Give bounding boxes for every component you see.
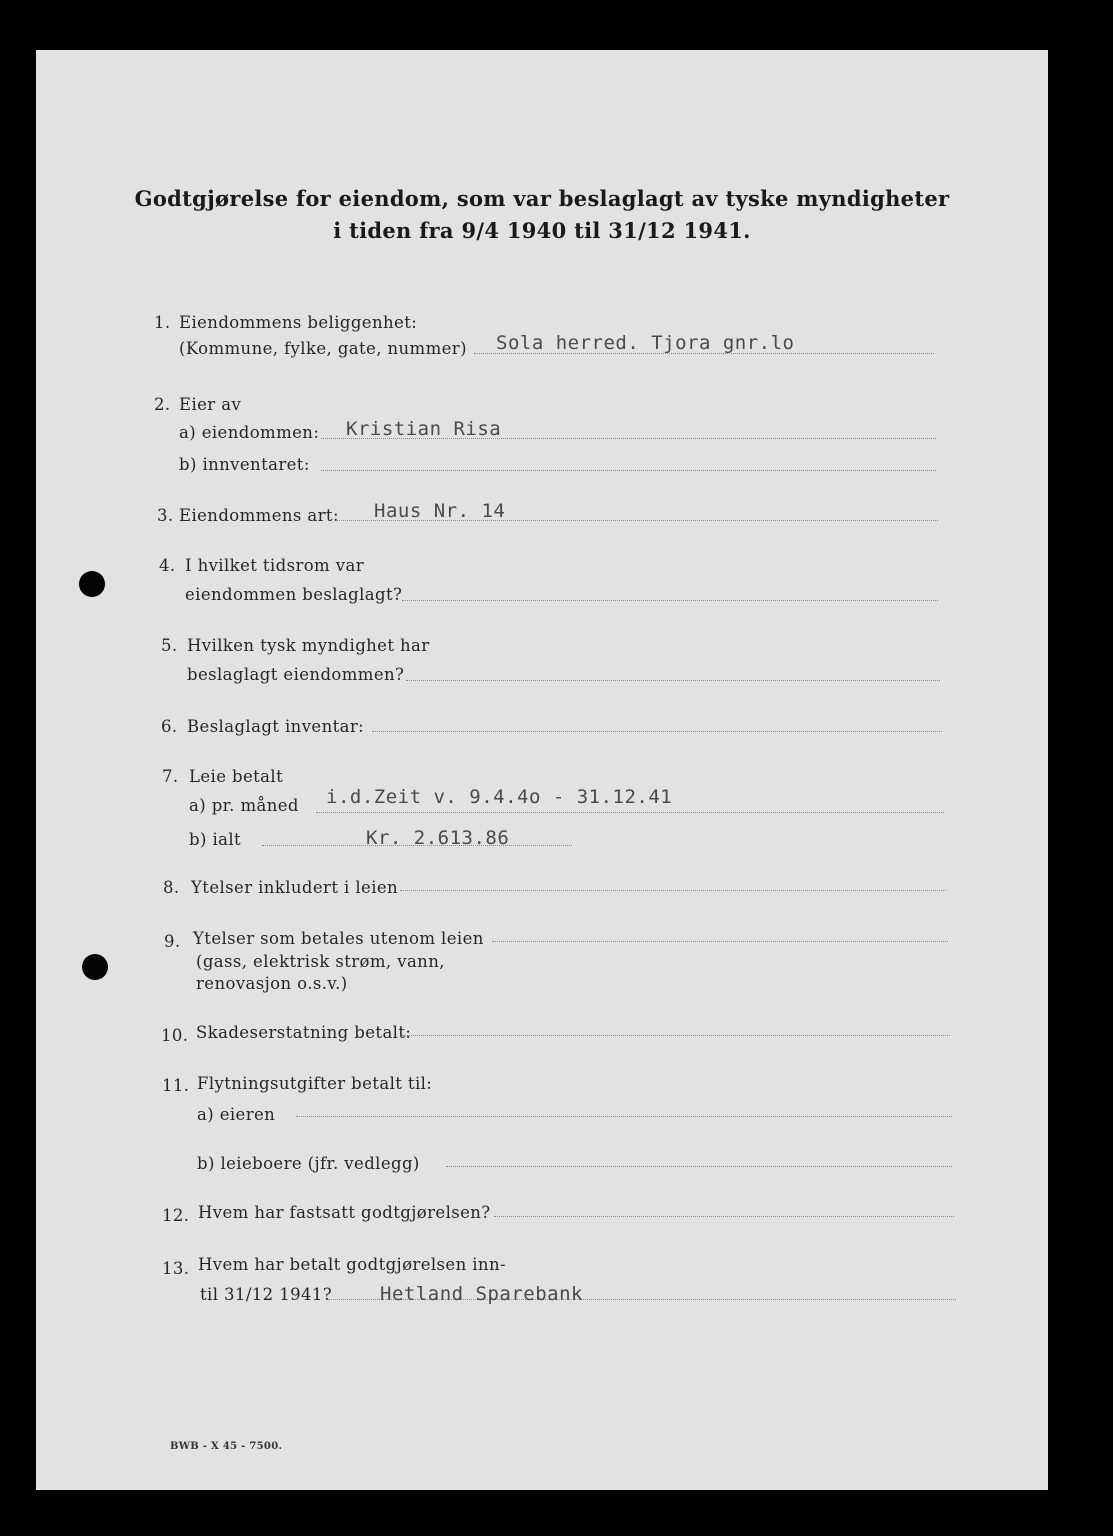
item-12-number: 12.	[162, 1206, 190, 1225]
item-8-number: 8.	[163, 878, 180, 897]
item-13-label: Hvem har betalt godtgjørelsen inn-	[198, 1255, 506, 1274]
item-11a-label: a) eieren	[197, 1105, 276, 1124]
item-7b-value: Kr. 2.613.86	[366, 827, 510, 849]
item-4-number: 4.	[159, 556, 176, 575]
item-9-sublabel-2: renovasjon o.s.v.)	[196, 974, 348, 993]
item-13-sublabel: til 31/12 1941?	[200, 1285, 333, 1304]
item-2a-value: Kristian Risa	[346, 418, 502, 440]
item-7b-label: b) ialt	[189, 830, 242, 849]
item-6-number: 6.	[161, 717, 178, 736]
item-4-line	[402, 600, 938, 601]
item-1-number: 1.	[154, 313, 171, 332]
item-1-sublabel: (Kommune, fylke, gate, nummer)	[179, 339, 467, 358]
item-4-label: I hvilket tidsrom var	[185, 556, 364, 575]
item-10-label: Skadeserstatning betalt:	[196, 1023, 412, 1042]
item-7-number: 7.	[162, 767, 179, 786]
item-6-line	[372, 731, 942, 732]
item-5-number: 5.	[161, 636, 178, 655]
item-7a-label: a) pr. måned	[189, 796, 299, 815]
item-5-sublabel: beslaglagt eiendommen?	[187, 665, 405, 684]
item-6-label: Beslaglagt inventar:	[187, 717, 365, 736]
item-3-label: Eiendommens art:	[179, 506, 339, 525]
item-10-line	[402, 1035, 950, 1036]
item-11b-line	[446, 1166, 952, 1167]
item-11-number: 11.	[162, 1076, 190, 1095]
item-11-label: Flytningsutgifter betalt til:	[197, 1074, 433, 1093]
item-2-number: 2.	[154, 395, 171, 414]
item-7-label: Leie betalt	[189, 767, 284, 786]
item-10-number: 10.	[161, 1026, 189, 1045]
item-13-number: 13.	[162, 1259, 190, 1278]
item-11a-line	[296, 1116, 952, 1117]
form-title-line-2: i tiden fra 9/4 1940 til 31/12 1941.	[333, 218, 751, 243]
item-12-line	[494, 1216, 954, 1217]
item-7a-value: i.d.Zeit v. 9.4.4o - 31.12.41	[326, 786, 673, 808]
item-13-value: Hetland Sparebank	[380, 1283, 583, 1305]
punch-hole	[79, 571, 105, 597]
item-11b-label: b) leieboere (jfr. vedlegg)	[197, 1154, 420, 1173]
item-5-line	[406, 680, 940, 681]
item-8-line	[400, 890, 946, 891]
item-9-label: Ytelser som betales utenom leien	[193, 929, 484, 948]
item-3-value: Haus Nr. 14	[374, 500, 506, 522]
item-8-label: Ytelser inkludert i leien	[191, 878, 399, 897]
item-3-number: 3.	[157, 506, 174, 525]
item-7a-line	[316, 812, 944, 813]
item-9-sublabel-1: (gass, elektrisk strøm, vann,	[196, 952, 445, 971]
item-12-label: Hvem har fastsatt godtgjørelsen?	[198, 1203, 491, 1222]
punch-hole	[82, 954, 108, 980]
item-2-label: Eier av	[179, 395, 242, 414]
item-9-line	[492, 941, 948, 942]
item-5-label: Hvilken tysk myndighet har	[187, 636, 430, 655]
item-1-value: Sola herred. Tjora gnr.lo	[496, 332, 795, 354]
item-2a-label: a) eiendommen:	[179, 423, 320, 442]
item-1-label: Eiendommens beliggenhet:	[179, 313, 418, 332]
item-9-number: 9.	[164, 932, 181, 951]
item-4-sublabel: eiendommen beslaglagt?	[185, 585, 403, 604]
item-2b-line	[321, 470, 936, 471]
form-code: BWB - X 45 - 7500.	[170, 1441, 283, 1452]
form-title-line-1: Godtgjørelse for eiendom, som var beslaglagt av tyske myndigheter	[134, 186, 950, 211]
form-page	[36, 50, 1048, 1490]
item-2b-label: b) innventaret:	[179, 455, 310, 474]
